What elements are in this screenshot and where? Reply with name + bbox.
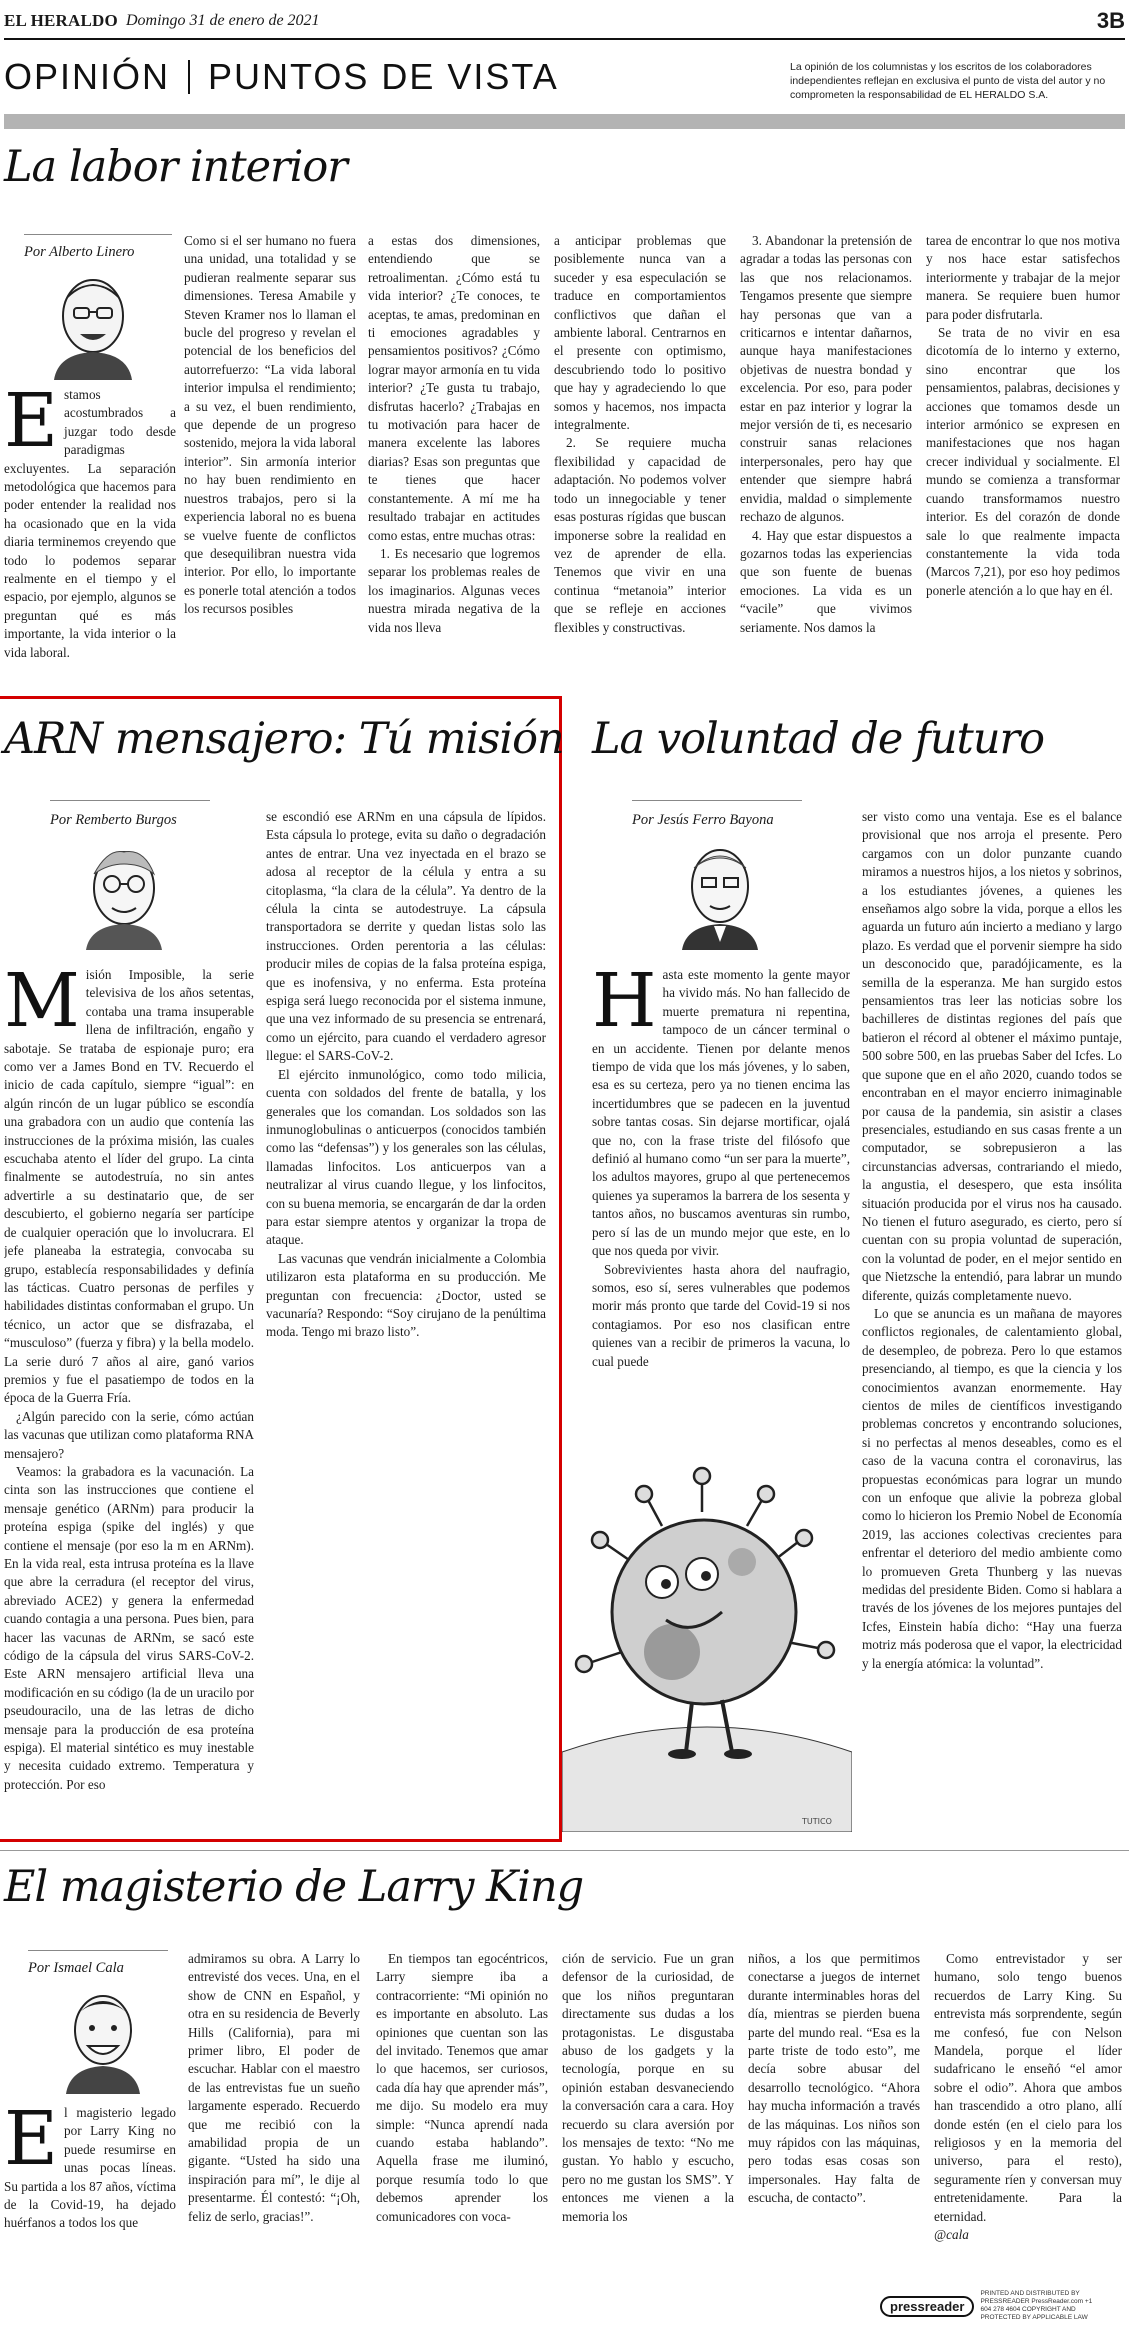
article-title: ARN mensajero: Tú misión [4, 714, 564, 764]
author-portrait [660, 838, 780, 950]
article-column: a estas dos dimensiones, entendiendo que se retroalimentan. ¿Cómo está tu vida interior? ¿Te conoces, te aceptas, te amas, predominan en ti emociones agradables y pensamientos positivos? ¿Cómo lograr mayor armonía en tu vida interior? ¿Te gusta tu trabajo, disfrutas hacerlo? ¿Trabajas en tu motivación para hacer de manera excelente las labores diarias? Esas son preguntas que te tienes que hacer constantemente. A mí me ha resultado trabajar en actitudes como estas, entre muchas otras: 1. Es necesario que logremos separar los problemas reales de los imaginarios. Algunas veces nuestra mirada negativa de la vida nos lleva [368, 233, 540, 635]
byline: Por Jesús Ferro Bayona [632, 812, 774, 828]
byline-rule [632, 800, 802, 801]
byline-rule [28, 1950, 168, 1951]
editorial-disclaimer: La opinión de los columnistas y los escritos de los colaboradores independientes reflejan en exclusiva el punto de vista del autor y no comprometen la responsabilidad de EL HERALDO S.A. [790, 61, 1106, 102]
article-column: E l magisterio legado por Larry King no puede resumirse en unas pocas líneas. Su partida a los 87 años, víctima de la Covid-19, ha dejado huérfanos a todos los que [4, 2104, 176, 2231]
author-portrait [64, 838, 184, 950]
byline: Por Ismael Cala [28, 1960, 124, 1976]
drop-cap: E [4, 386, 59, 464]
article-column: a anticipar problemas que posiblemente nunca van a suceder y esa especulación se traduce en comportamientos conflictivos que dañan el ambiente laboral. Centrarnos en el presente con optimismo, descubriendo todo lo positivo que hay y agradeciendo lo que somos y hacemos, nos impacta integralmente. 2. Se requiere mucha flexibilidad y capacidad de adaptación. No podemos volver todo un innegociable y tener esas posturas rígidas que buscan imponerse sobre la realidad en vez de aprender de ella. Tenemos que vivir en una continua “metanoia” interior que se refleje en acciones flexibles y constructivas. [554, 233, 726, 635]
article-column: ción de servicio. Fue un gran defensor de la curiosidad, de que los niños preguntaran directamente sus dudas a los protagonistas. Le disgustaba abuso de los gadgets y la tecnología, porque en su opinión estaban desvaneciendo la conversación cara a cara. Hoy recuerdo su clara aversión por los mensajes de texto: “No me gustan. Yo hablo y escucho, pero no me gustan los SMS”. Y entonces me vienen a la memoria los [562, 1951, 734, 2224]
article-column: M isión Imposible, la serie televisiva de los años setentas, contaba una trama insuperable llena de infiltración, engaño y sabotaje. Se trataba de espionaje puro; era como ver a James Bond en TV. Recuerdo el inicio de cada capítulo, siempre “igual”: en algún rincón de un lugar público se escondía una grabadora con un audio que contenía las instrucciones de la próxima misión, las cuales escuchaba atento el líder del grupo. La cinta finalmente se autodestruía, no sin antes advertirle a su destinatario que, de ser descubierto, el gobierno negaría ser partícipe de cualquier operación que lo involucrara. El jefe planeaba la estrategia, convocaba su grupo, establecía responsabilidades y definía las tácticas. Cuatro personas de perfiles y habilidades distintas conformaban el grupo. Un técnico, un actor que se disfrazaba, el “musculoso” (fuerza y fibra) y la bella modelo. La serie duró 7 años al aire, ganó varios premios y fue el pasatiempo de todos en la época de la Guerra Fría. ¿Algún parecido con la serie, cómo actúan las vacunas que utilizan como plataforma RNA mensajero? Veamos: la grabadora es la vacunación. La cinta son las instrucciones que contiene el mensaje genético (ARNm) para producir la proteína espiga (spike del inglés) y que contiene el mensaje (por eso la m en ARNm). En la vida real, esta intrusa proteína es la llave que abre la cerradura (el receptor del virus, abreviado ACE2) y genera la enfermedad cuando contagia a una persona. Pues bien, para hacer las vacunas de ARNm, se sacó este código de la cápsula del virus SARS-CoV-2. Este ARN mensajero artificial lleva una modificación en su código (la de un uracilo por pseudouracilo, una de las letras de dicho mensaje para la producción de esa proteína espiga). El material sintético es muy inestable y necesita cuidado extremo. Temperatura y protección. Por eso [4, 966, 254, 1792]
issue-date: Domingo 31 de enero de 2021 [125, 12, 320, 29]
drop-cap: M [4, 966, 80, 1044]
article-column: ser visto como una ventaja. Ese es el balance provisional que nos arroja el presente. Pero cargamos con un dolor punzante cuando miramos a nuestros hijos, a los nietos y sobrinos, a los estudiantes jóvenes, a quienes les enseñamos algo sobre la vida, porque a ellos les aguarda un futuro aún incierto a mediano y largo plazo. Es verdad que el porvenir siempre ha sido un desconocido que, paradójicamente, es la semilla de la esperanza. Me han surgido estos pensamientos tras leer las noticias sobre los bachilleres de distintas regiones del país que batieron el récord al obtener el máximo puntaje, 500 sobre 500, en las pruebas Saber del Icfes. Lo que supone que en el año 2020, cuando todos se encontraban en el mayor encierro inimaginable por causa de la pandemia, sin asistir a clases presenciales, estudiando en sus casas frente a un computador, se sobrepusieron a las circunstancias adversas, contrariando el miedo, la angustia, el desespero, que esta insólita situación producida por el virus nos ha causado. No tienen el futuro asegurado, es cierto, pero sí cuentan con su propia voluntad de superación, con la voluntad de poder, en el mejor sentido en que Nietzsche la entendió, para labrar un mundo diferente, quizás completamente nuevo. Lo que se anuncia es un mañana de mayores conflictos regionales, de calentamiento global, de desempleo, de pobreza. Pero lo que estamos presenciando, al tiempo, es que la ciencia y los conocimientos avanzan enormemente. Hay cientos de miles de científicos investigando problemas concretos y encontrando soluciones, si no perfectas al menos deseables, como es el caso de la vacuna contra el coronavirus, las propuestas económicas para lograr un mundo con un enfoque que alivie la pobreza global como lo hicieron los Premio Nobel de Economía 2019, las acciones colectivas crecientes para enfrentar el deterioro del medio ambiente como lo promueven Greta Thunberg y las nuevas medidas del presidente Biden. Como si hablara a través de los jóvenes de los mejores puntajes del Icfes, Einstein había dicho: “Hay una fuerza motriz más poderosa que el vapor, la electricidad y la energía atómica: la voluntad”. [862, 809, 1122, 1671]
section-divider [188, 60, 190, 94]
article-column: En tiempos tan egocéntricos, Larry siempre iba a contracorriente: “Mi opinión no es importante en absoluto. Las opiniones que cuentan son las del invitado. Tenemos que amar lo que hacemos, ser curiosos, cada día hay que aprender más”, me dijo. Su modelo era muy simple: “Nunca aprendí nada cuando estaba hablando”. Aquella frase me iluminó, porque resumía todo lo que debemos aprender los comunicadores con voca- [376, 1951, 548, 2224]
article-column: niños, a los que permitimos conectarse a juegos de internet durante interminables horas del día, mientras se pierden buena parte del mundo real. “Esa es la parte triste de todo esto”, me decía sobre abusar del desarrollo tecnológico. “Ahora hay mucha información a través de las máquinas. Los niños son muy rápidos con las máquinas, pero todas esas cosas son impersonales. Hay falta de escucha, de contacto”. [748, 1951, 920, 2206]
article-column: E stamos acostumbrados a juzgar todo desde paradigmas excluyentes. La separación metodológica que hacemos para poder entender la realidad nos ha ocasionado que en la vida diaria terminemos creyendo que todo lo podemos separar realmente en el tiempo y el espacio, por ejemplo, algunos se preguntan qué es más importante, la vida interior o la vida laboral. [4, 386, 176, 660]
article-column: Como entrevistador y ser humano, solo tengo buenos recuerdos de Larry King. Su entrevista más sorprendente, según me confesó, fue con Nelson Mandela, porque el líder sudafricano le enseñó “el amor sobre el odio”. Ahora que ambos han trascendido a otro plano, allí donde estén (en el cielo para los religiosos y en la memoria del universo, para el resto), seguramente ríen y conversan muy entretenidamente. Para la eternidad. @cala [934, 1950, 1122, 2280]
byline: Por Remberto Burgos [50, 812, 177, 828]
pressreader-footer [880, 2290, 1100, 2322]
drop-cap: H [592, 966, 657, 1044]
gray-band [4, 114, 1125, 129]
article-column: Como si el ser humano no fuera una unidad, una totalidad y se pudieran realmente separar sus dimensiones. Teresa Amabile y Steven Kramer nos lo llaman el bucle del progreso y revelan el potencial de los beneficios del autorrefuerzo: “La vida laboral interior impulsa el rendimiento; a su vez, el buen rendimiento, que depende de un progreso sostenido, mejora la vida laboral interior”. Sin armonía interior no hay buen rendimiento en nuestros trabajos, pero si la experiencia laboral no es buena se vuelve fuente de conflictos que desequilibran nuestra vida interior. Por ello, lo importante es ponerle total atención a todos los recursos posibles [184, 233, 356, 617]
article-column: tarea de encontrar lo que nos motiva y nos hace estar satisfechos interiormente y trabajar de la mejor manera. Se requiere buen humor para poder disfrutarla. Se trata de no vivir en esa dicotomía de lo interno y externo, sino encontrar que los pensamientos, palabras, decisiones y acciones que tomamos desde un interior armónico se expresen en manifestaciones que nos hagan crecer individual y socialmente. El mundo se comienza a transformar cuando transformamos nuestro interior. Es del corazón de donde sale lo que realmente impacta constantemente la vida toda (Marcos 7,21), por eso hoy pedimos ponerle atención a lo que hay en él. [926, 233, 1120, 598]
masthead-rule [4, 38, 1125, 40]
author-portrait [44, 1982, 162, 2094]
section-header [4, 56, 559, 98]
author-handle: @cala [934, 2227, 969, 2243]
editorial-cartoon [562, 1452, 852, 1832]
article-title: La voluntad de futuro [592, 714, 1044, 764]
author-portrait [34, 268, 152, 380]
article-title: La labor interior [4, 142, 347, 192]
article-column: se escondió ese ARNm en una cápsula de lípidos. Esta cápsula lo protege, evita su daño o degradación antes de entrar. Una vez inyectada en el brazo se adosa al receptor de la célula y entra a su citoplasma, “la clara de la célula”. Ya dentro de la célula la cinta se autodestruye. La cápsula transportadora se derrite y quedan listas solo las instrucciones. Orden perentoria a las células: producir miles de copias de la falsa proteína espiga, que es inofensiva, y no enferma. Esta proteína espiga será luego reconocida por el sistema inmune, que una vez informado de su presencia se entrenará, como un ejército, para cuando el verdadero agresor llegue: el SARS-CoV-2. El ejército inmunológico, como todo milicia, cuenta con soldados del frente de batalla, y los generales que los comandan. Los soldados son las inmunoglobulinas o anticuerpos (conocidos también como las “defensas”) y los generales son las células, llamadas linfocitos. Los anticuerpos van a neutralizar al virus cuando llegue, y los linfocitos, con su buena memoria, se encargarán de dar la orden para estar siempre atentos y organizar la tropa de ataque. Las vacunas que vendrán inicialmente a Colombia utilizaron esta plataforma en su producción. Me preguntan con frecuencia: ¿Doctor, usted se vacunaría? Respondo: “Soy cirujano de la penúltima moda. Tengo mi brazo listo”. [266, 809, 546, 1340]
section-rule [0, 1850, 1129, 1851]
subsection-name: PUNTOS DE VISTA [208, 56, 559, 97]
pressreader-logo[interactable]: pressreader [880, 2296, 974, 2317]
byline: Por Alberto Linero [24, 244, 135, 260]
article-title: El magisterio de Larry King [4, 1862, 584, 1912]
section-name: OPINIÓN [4, 56, 171, 97]
byline-rule [50, 800, 210, 801]
cartoon-signature: TUTICO [802, 1817, 832, 1826]
pressreader-notice: PRINTED AND DISTRIBUTED BY PRESSREADER PressReader.com +1 604 278 4604 COPYRIGHT AND PROTECTED BY APPLICABLE LAW [980, 2290, 1093, 2321]
page-number: 3B [1096, 8, 1125, 33]
byline-rule [24, 234, 172, 235]
masthead [4, 6, 1125, 36]
drop-cap: E [4, 2104, 59, 2182]
newspaper-name: EL HERALDO [4, 11, 118, 30]
article-column: admiramos su obra. A Larry lo entrevisté dos veces. Una, en el show de CNN en Español, y otra en su residencia de Beverly Hills (California), para mi primer libro, El poder de escuchar. Hablar con el maestro de las entrevistas fue un sueño largamente esperado. Recuerdo que me recibió con la amabilidad propia de un gigante. “Usted ha sido una inspiración para mí”, le dije al presentarme. Él contestó: “¡Oh, feliz de serlo, gracias!”. [188, 1951, 360, 2224]
article-column: H asta este momento la gente mayor ha vivido más. No han fallecido de muerte prematura ni repentina, tampoco de un cáncer terminal o en un accidente. Tienen por delante menos tiempo de vida que los más jóvenes, y lo saben, esa es su certeza, pero ya no tienen encima las incertidumbres que se padecen en la juventud sobre tantas cosas. Sin dejarse mortificar, ojalá que no, con la frase triste del filósofo que definió al humano como “un ser para la muerte”, los adultos mayores, grupo al que pertenecemos quienes ya superamos la barrera de los sesenta y tantos años, no buscamos aventuras sin rumbo, pero sí las de un mundo mejor que este, en lo que nos queda por vivir. Sobrevivientes hasta ahora del naufragio, somos, eso sí, seres vulnerables que podemos morir más pronto que tarde del Covid-19 si nos contagiamos. Por eso nos clasifican entre quienes van a recibir de primeros la vacuna, lo cual puede [592, 966, 850, 1369]
article-column: 3. Abandonar la pretensión de agradar a todas las personas con las que nos relacionamos. Tengamos presente que siempre hay personas que van a criticarnos e intentar dañarnos, aunque haya manifestaciones objetivas de nuestra bondad y excelencia. Por eso, para poder estar en paz interior y lograr la mejor versión de ti, es necesario construir sanas relaciones interpersonales, pero hay que entender que siempre habrá envidia, maldad o simplemente rechazo de algunos. 4. Hay que estar dispuestos a gozarnos todas las experiencias que son fuente de buenas emociones. La vida es un “vacile” que vivimos seriamente. Nos damos la [740, 233, 912, 635]
